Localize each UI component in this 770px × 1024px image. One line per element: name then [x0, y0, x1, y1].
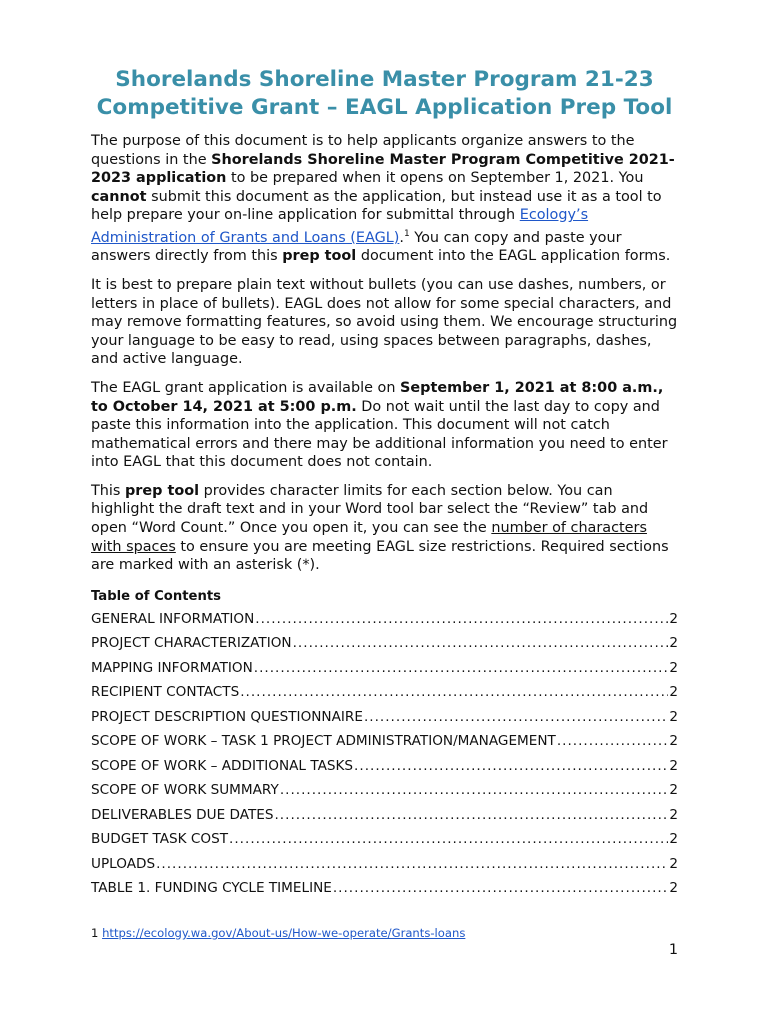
character-limits-paragraph: This prep tool provides character limits for each section below. You can highlight the draft text and in your Word tool bar select the “Review” tab and open “Word Count.” Once you open it, you can see the number of characters with spaces to ensure you are meeting EAGL size restrictions. Required sections are marked with an asterisk (*). — [91, 482, 669, 574]
toc-item-recipient-contacts[interactable]: RECIPIENT CONTACTS ..... 2 — [91, 683, 678, 708]
toc-item-project-characterization[interactable]: PROJECT CHARACTERIZATION ..... 2 — [91, 634, 678, 659]
toc-item-scope-task-1[interactable]: SCOPE OF WORK – TASK 1 PROJECT ADMINISTRATION/MANAGEMENT ..... 2 — [91, 732, 678, 757]
title-line-2: Competitive Grant – EAGL Application Prep Tool — [96, 95, 673, 120]
eagl-link[interactable]: Ecology’s Administration of Grants and Loans (EAGL) — [91, 207, 589, 246]
toc-item-funding-cycle-timeline[interactable]: TABLE 1. FUNDING CYCLE TIMELINE ..... 2 — [91, 879, 678, 904]
footnote-number: 1 — [91, 926, 99, 940]
footnote-link[interactable]: https://ecology.wa.gov/About-us/How-we-operate/Grants-loans — [102, 926, 466, 940]
toc-heading: Table of Contents — [91, 588, 221, 604]
toc-item-deliverables-due-dates[interactable]: DELIVERABLES DUE DATES ..... 2 — [91, 806, 678, 831]
toc-item-scope-additional-tasks[interactable]: SCOPE OF WORK – ADDITIONAL TASKS ..... 2 — [91, 757, 678, 782]
availability-paragraph: The EAGL grant application is available on September 1, 2021 at 8:00 a.m., to October 14, 2021 at 5:00 p.m. Do not wait until the last day to copy and paste this information into the application. This document will not catch mathematical errors and there may be additional information you need to enter into EAGL that this document does not contain. — [91, 379, 668, 471]
title-line-1: Shorelands Shoreline Master Program 21-23 — [115, 67, 654, 92]
toc-item-project-description-questionnaire[interactable]: PROJECT DESCRIPTION QUESTIONNAIRE ..... 2 — [91, 708, 678, 733]
formatting-paragraph: It is best to prepare plain text without bullets (you can use dashes, numbers, or letters in place of bullets). EAGL does not allow for some special characters, and may remove formatting features, so avoid using them. We encourage structuring your language to be easy to read, using spaces between paragraphs, dashes, and active language. — [91, 276, 678, 368]
toc-item-uploads[interactable]: UPLOADS ..... 2 — [91, 855, 678, 880]
document-title — [91, 66, 678, 122]
page-number: 1 — [668, 942, 678, 958]
toc-item-budget-task-cost[interactable]: BUDGET TASK COST ..... 2 — [91, 830, 678, 855]
toc-item-scope-summary[interactable]: SCOPE OF WORK SUMMARY ..... 2 — [91, 781, 678, 806]
footnote-ref[interactable]: 1 — [403, 228, 410, 239]
purpose-paragraph: The purpose of this document is to help applicants organize answers to the questions in the Shorelands Shoreline Master Program Competitive 2021-2023 application to be prepared when it opens on September 1, 2021. You cannot submit this document as the application, but instead use it as a tool to help prepare your on-line application for submittal through Ecology’s Administration of Grants and Loans (EAGL).$^1$ You can copy and paste your answers directly from this prep tool document into the EAGL application forms. — [91, 133, 675, 265]
footnote — [91, 926, 465, 940]
toc-item-general-information[interactable]: GENERAL INFORMATION ..... 2 — [91, 610, 678, 635]
table-of-contents — [91, 610, 678, 904]
toc-item-mapping-information[interactable]: MAPPING INFORMATION ..... 2 — [91, 659, 678, 684]
